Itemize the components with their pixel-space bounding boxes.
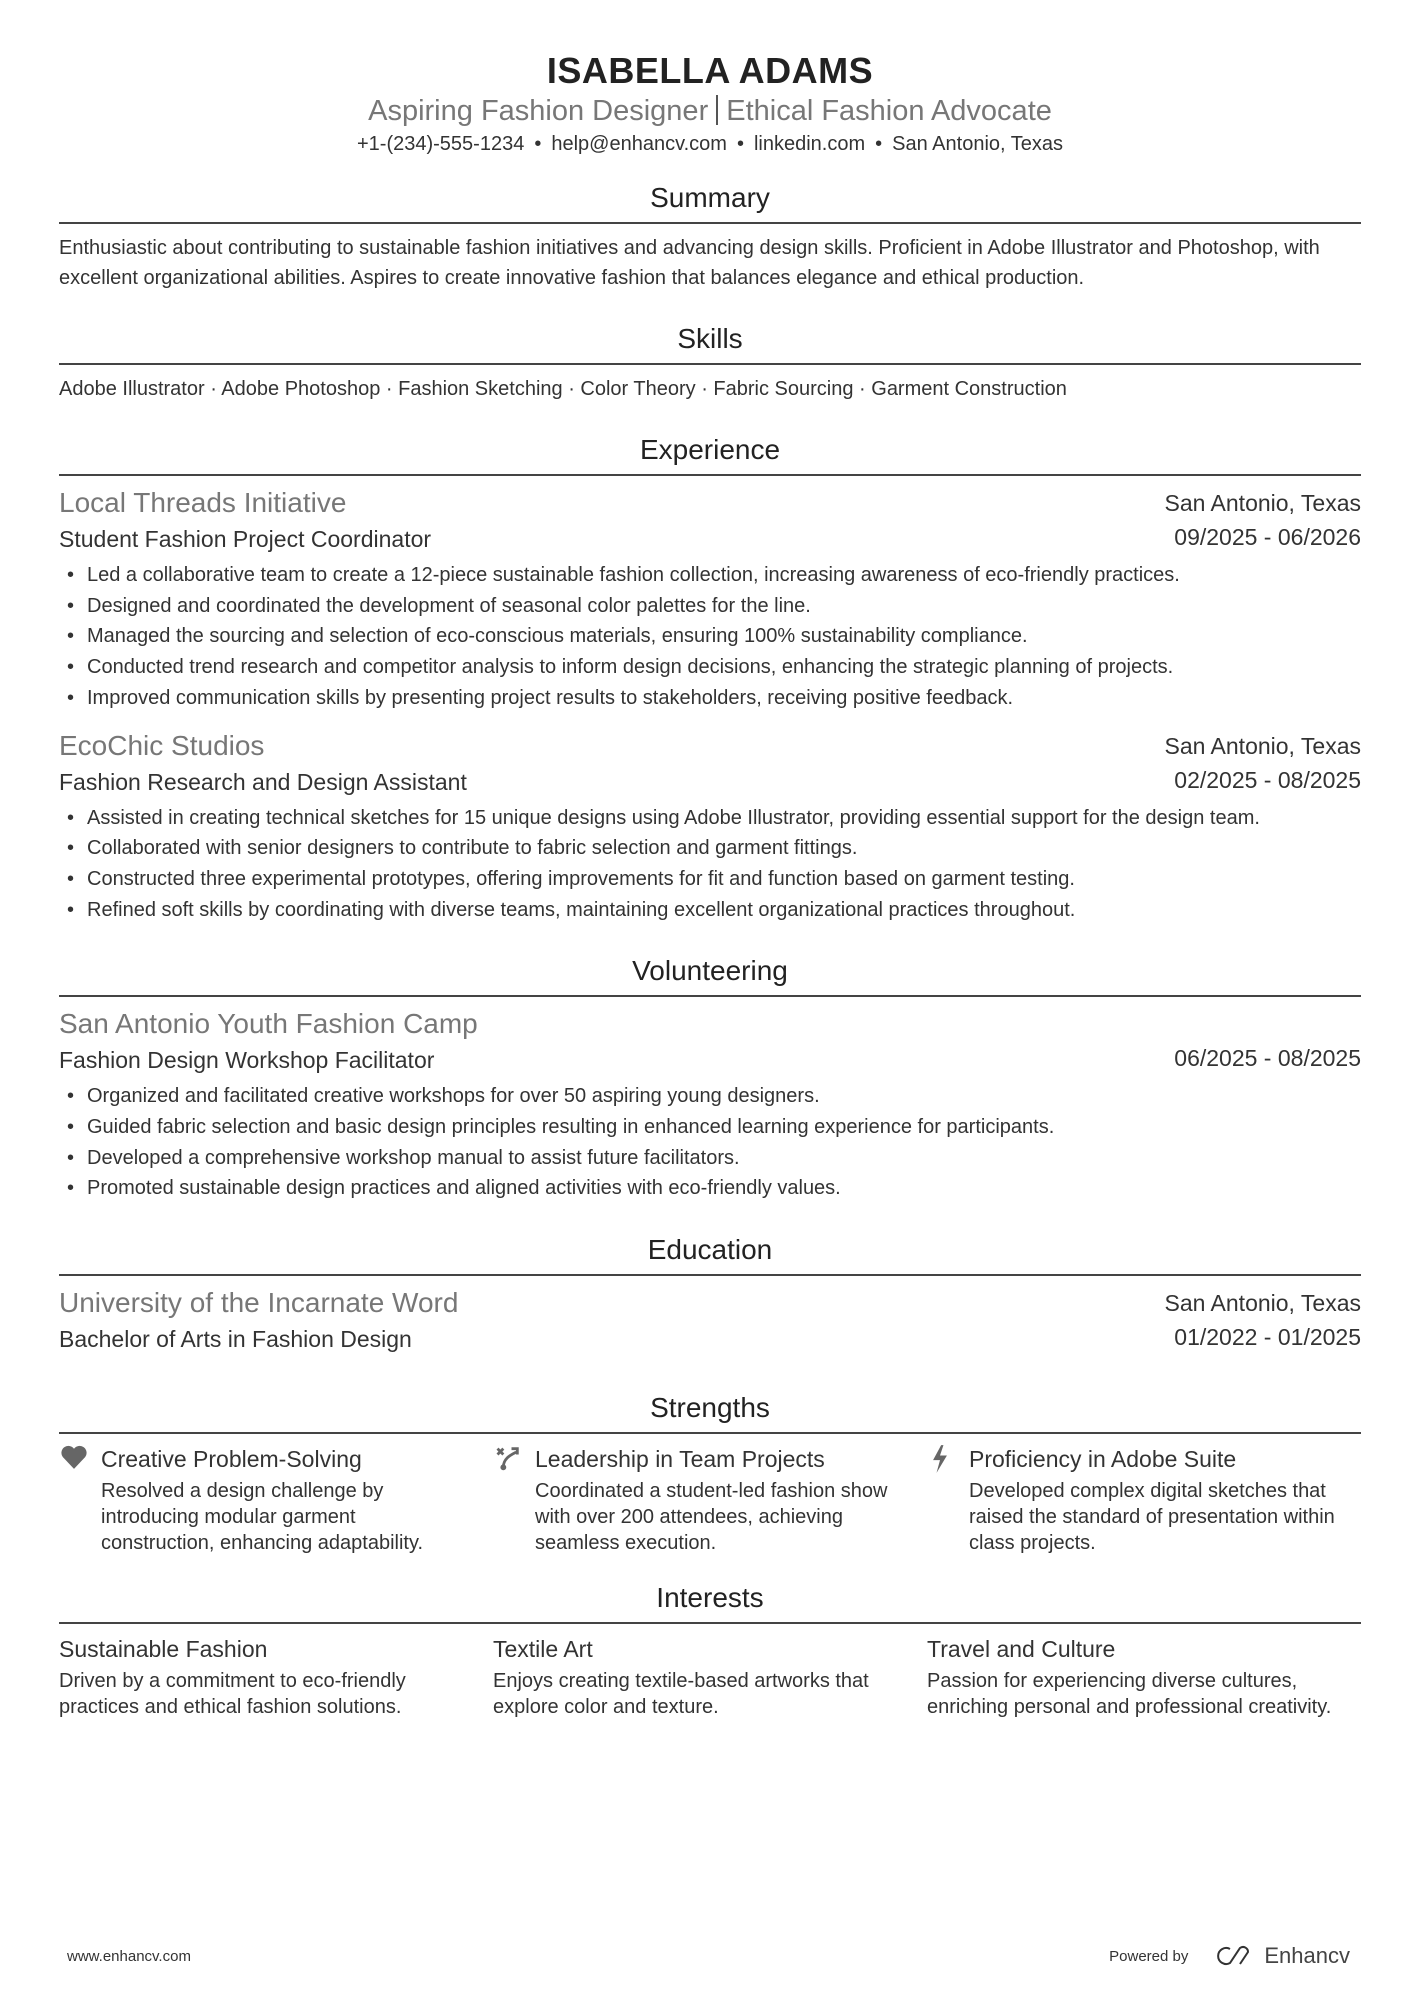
education-section [59,1232,1361,1354]
section-heading: Summary [59,180,1361,224]
role: Fashion Design Workshop Facilitator [59,1047,435,1074]
location: San Antonio, Texas [892,133,1064,155]
strength-title: Proficiency in Adobe Suite [969,1446,1237,1473]
divider [716,95,718,125]
enhancv-logo[interactable] [1210,1943,1350,1969]
dates: 09/2025 - 06/2026 [1174,524,1361,550]
headline [59,92,1361,130]
strength-desc: Resolved a design challenge by introducing modular garment construction, enhancing adaptability. [101,1480,424,1555]
heart-icon [59,1444,101,1556]
interest-desc: Passion for experiencing diverse cultures, enriching personal and professional creativity. [927,1670,1332,1719]
headline-title-2: Ethical Fashion Advocate [726,95,1052,127]
bolt-icon [927,1444,969,1556]
education-entry [59,1286,1361,1354]
role: Student Fashion Project Coordinator [59,526,432,552]
interest-title: Travel and Culture [927,1636,1116,1663]
summary-section [59,180,1361,293]
candidate-name: ISABELLA ADAMS [546,50,874,91]
strength-item [493,1444,927,1556]
phone: +1-(234)-555-1234 [356,133,525,155]
section-heading: Skills [59,321,1361,365]
strength-item [927,1444,1361,1556]
dates: 01/2022 - 01/2025 [1174,1324,1361,1351]
strength-title: Leadership in Team Projects [535,1446,825,1473]
strength-title: Creative Problem-Solving [101,1446,362,1473]
volunteering-entry [59,1007,1361,1204]
bullet: • Developed a comprehensive workshop manual to assist future facilitators. [59,1143,1361,1174]
bullet: • Improved communication skills by presenting project results to stakeholders, receiving positive feedback. [59,683,1361,714]
school: University of the Incarnate Word [59,1287,459,1319]
role: Fashion Research and Design Assistant [59,768,467,795]
section-heading: Volunteering [59,953,1361,997]
contact-info: +1-(234)-555-1234 • help@enhancv.com • linkedin.com • San Antonio, Texas [356,133,1064,155]
headline-title-1: Aspiring Fashion Designer [368,95,709,127]
summary-text: Enthusiastic about contributing to sustainable fashion initiatives and advancing design skills. Proficient in Adobe Illustrator and Photoshop, with excellent organizational abilities. Aspires to create innovative fashion that balances elegance and ethical production. [59,237,1320,289]
interest-desc: Enjoys creating textile-based artworks that explore color and texture. [493,1670,869,1719]
powered-by-label: Powered by [1109,1947,1189,1965]
strategy-icon [493,1444,535,1556]
location: San Antonio, Texas [1164,490,1361,516]
strengths-section [59,1390,1361,1556]
interest-item [493,1634,927,1720]
brand-name: Enhancv [1264,1943,1350,1968]
bullet: • Promoted sustainable design practices and aligned activities with eco-friendly values. [59,1173,1361,1204]
bullet: • Guided fabric selection and basic design principles resulting in enhanced learning experience for participants. [59,1112,1361,1143]
footer [67,1943,1350,1969]
company: Local Threads Initiative [59,487,347,518]
experience-entry [59,729,1361,926]
location: San Antonio, Texas [1164,732,1361,759]
skills-section [59,321,1361,404]
section-heading: Experience [59,432,1361,476]
bullet: • Designed and coordinated the development of seasonal color palettes for the line. [59,591,1361,622]
interest-item [59,1634,493,1720]
strength-desc: Coordinated a student-led fashion show with over 200 attendees, achieving seamless execution. [535,1480,888,1555]
bullet: • Organized and facilitated creative workshops for over 50 aspiring young designers. [59,1081,1361,1112]
linkedin[interactable]: linkedin.com [753,133,866,155]
interest-title: Sustainable Fashion [59,1636,268,1663]
bullet: • Managed the sourcing and selection of eco-conscious materials, ensuring 100% sustainability compliance. [59,621,1361,652]
email[interactable]: help@enhancv.com [551,133,727,155]
skills-list: Adobe Illustrator · Adobe Photoshop · Fashion Sketching · Color Theory · Fabric Sourcing · Garment Construction [59,378,1067,400]
bullet: • Collaborated with senior designers to contribute to fabric selection and garment fittings. [59,833,1361,864]
interest-desc: Driven by a commitment to eco-friendly practices and ethical fashion solutions. [59,1670,406,1719]
section-heading: Interests [59,1580,1361,1624]
dates: 02/2025 - 08/2025 [1174,766,1361,793]
experience-entry [59,486,1361,714]
degree: Bachelor of Arts in Fashion Design [59,1326,412,1353]
bullet: • Conducted trend research and competitor analysis to inform design decisions, enhancing the strategic planning of projects. [59,652,1361,683]
interests-section [59,1580,1361,1720]
bullet: • Led a collaborative team to create a 12-piece sustainable fashion collection, increasing awareness of eco-friendly practices. [59,560,1361,591]
bullet: • Assisted in creating technical sketches for 15 unique designs using Adobe Illustrator, providing essential support for the design team. [59,803,1361,834]
bullet: • Constructed three experimental prototypes, offering improvements for fit and function based on garment testing. [59,864,1361,895]
website-link[interactable]: www.enhancv.com [67,1947,191,1965]
section-heading: Education [59,1232,1361,1276]
experience-section [59,432,1361,925]
location: San Antonio, Texas [1164,1290,1361,1317]
interest-item [927,1634,1361,1720]
company: EcoChic Studios [59,729,265,761]
strength-desc: Developed complex digital sketches that raised the standard of presentation within class projects. [969,1480,1335,1555]
volunteering-section [59,953,1361,1204]
organization: San Antonio Youth Fashion Camp [59,1008,478,1040]
strength-item [59,1444,493,1556]
dates: 06/2025 - 08/2025 [1174,1045,1361,1072]
enhancv-logo-icon [1210,1944,1256,1968]
section-heading: Strengths [59,1390,1361,1434]
bullet: • Refined soft skills by coordinating with diverse teams, maintaining excellent organizational practices throughout. [59,895,1361,926]
interest-title: Textile Art [493,1636,593,1663]
